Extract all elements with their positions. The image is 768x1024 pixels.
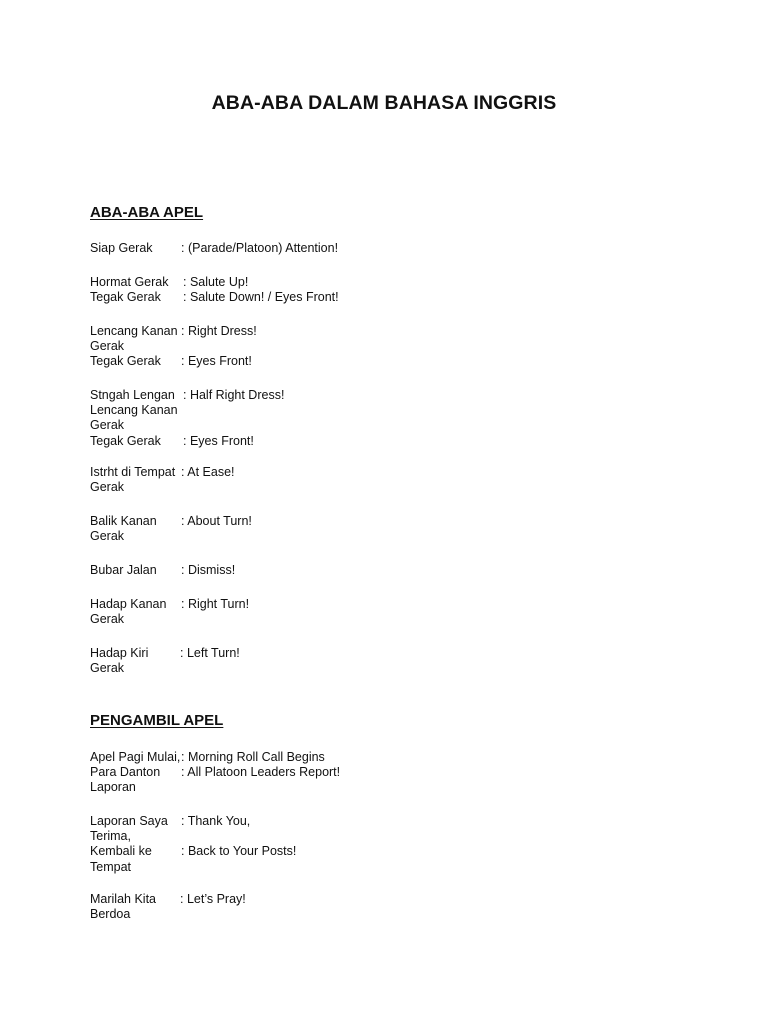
command-line — [90, 275, 690, 290]
english-translation: : Right Dress! — [181, 324, 257, 338]
command-line — [90, 612, 690, 627]
command-entry — [90, 597, 690, 627]
command-entry — [90, 892, 690, 922]
indonesian-command: Balik Kanan — [90, 514, 157, 528]
english-translation: : Salute Up! — [183, 275, 249, 289]
indonesian-command: Gerak — [90, 612, 125, 627]
command-line — [90, 829, 690, 844]
section-heading: PENGAMBIL APEL — [90, 712, 224, 729]
english-translation: : Left Turn! — [180, 646, 240, 660]
indonesian-command: Laporan — [90, 780, 136, 795]
english-translation: : Eyes Front! — [183, 433, 254, 448]
indonesian-command: Bubar Jalan — [90, 563, 157, 577]
command-entry — [90, 814, 690, 875]
command-line — [90, 563, 690, 578]
indonesian-command: Hadap Kiri — [90, 646, 149, 660]
command-line — [90, 892, 690, 907]
indonesian-command: Marilah Kita — [90, 892, 156, 906]
english-translation: : Dismiss! — [181, 563, 236, 577]
indonesian-command: Hormat Gerak — [90, 275, 169, 289]
indonesian-command: Tegak Gerak — [90, 433, 161, 448]
command-entry — [90, 324, 690, 370]
command-line — [90, 290, 690, 305]
indonesian-command: Apel Pagi Mulai, — [90, 750, 181, 764]
english-translation: : (Parade/Platoon) Attention! — [181, 241, 339, 255]
document-title: ABA-ABA DALAM BAHASA INGGRIS — [211, 92, 557, 114]
command-entry — [90, 241, 690, 256]
english-translation: : Let’s Pray! — [180, 892, 246, 906]
command-line — [90, 597, 690, 612]
command-line — [90, 388, 690, 403]
command-line — [90, 241, 690, 256]
command-line — [90, 765, 690, 780]
english-translation: : Right Turn! — [181, 597, 250, 611]
command-line — [90, 434, 690, 449]
indonesian-command: Lencang Kanan — [90, 324, 178, 338]
command-line — [90, 514, 690, 529]
command-line — [90, 661, 690, 676]
command-line — [90, 339, 690, 354]
command-line — [90, 646, 690, 661]
command-entry — [90, 275, 690, 305]
command-line — [90, 403, 690, 418]
command-entry — [90, 563, 690, 578]
indonesian-command: Gerak — [90, 480, 125, 495]
english-translation: : Thank You, — [181, 814, 251, 828]
english-translation: : At Ease! — [181, 465, 235, 479]
command-line — [90, 814, 690, 829]
command-line — [90, 907, 690, 922]
indonesian-command: Siap Gerak — [90, 241, 153, 255]
command-line — [90, 465, 690, 480]
english-translation: : Half Right Dress! — [183, 388, 285, 402]
command-entry — [90, 388, 690, 449]
indonesian-command: Gerak — [90, 661, 125, 676]
command-line — [90, 750, 690, 765]
indonesian-command: Gerak — [90, 418, 125, 433]
command-line — [90, 529, 690, 544]
command-line — [90, 780, 690, 795]
indonesian-command: Istrht di Tempat — [90, 465, 176, 479]
command-line — [90, 480, 690, 495]
command-entry — [90, 646, 690, 676]
indonesian-command: Hadap Kanan — [90, 597, 167, 611]
command-entry — [90, 750, 690, 796]
english-translation: : About Turn! — [181, 514, 252, 528]
indonesian-command: Stngah Lengan — [90, 388, 175, 402]
english-translation: : Morning Roll Call Begins — [181, 750, 325, 764]
indonesian-command: Tegak Gerak — [90, 290, 161, 305]
english-translation: : Salute Down! / Eyes Front! — [183, 290, 339, 305]
indonesian-command: Tegak Gerak — [90, 354, 161, 369]
indonesian-command: Berdoa — [90, 907, 131, 922]
indonesian-command: Kembali ke — [90, 844, 152, 859]
indonesian-command: Laporan Saya — [90, 814, 168, 828]
indonesian-command: Terima, — [90, 829, 131, 844]
indonesian-command: Gerak — [90, 529, 125, 544]
indonesian-command: Gerak — [90, 339, 125, 354]
command-line — [90, 324, 690, 339]
command-line — [90, 844, 690, 859]
command-line — [90, 860, 690, 875]
command-line — [90, 354, 690, 369]
english-translation: : All Platoon Leaders Report! — [181, 765, 341, 780]
english-translation: : Back to Your Posts! — [181, 844, 297, 859]
command-entry — [90, 514, 690, 544]
command-entry — [90, 465, 690, 495]
section-heading: ABA-ABA APEL — [90, 204, 204, 221]
english-translation: : Eyes Front! — [181, 354, 252, 369]
indonesian-command: Para Danton — [90, 765, 161, 780]
indonesian-command: Lencang Kanan — [90, 403, 178, 418]
command-line — [90, 418, 690, 433]
indonesian-command: Tempat — [90, 859, 131, 874]
